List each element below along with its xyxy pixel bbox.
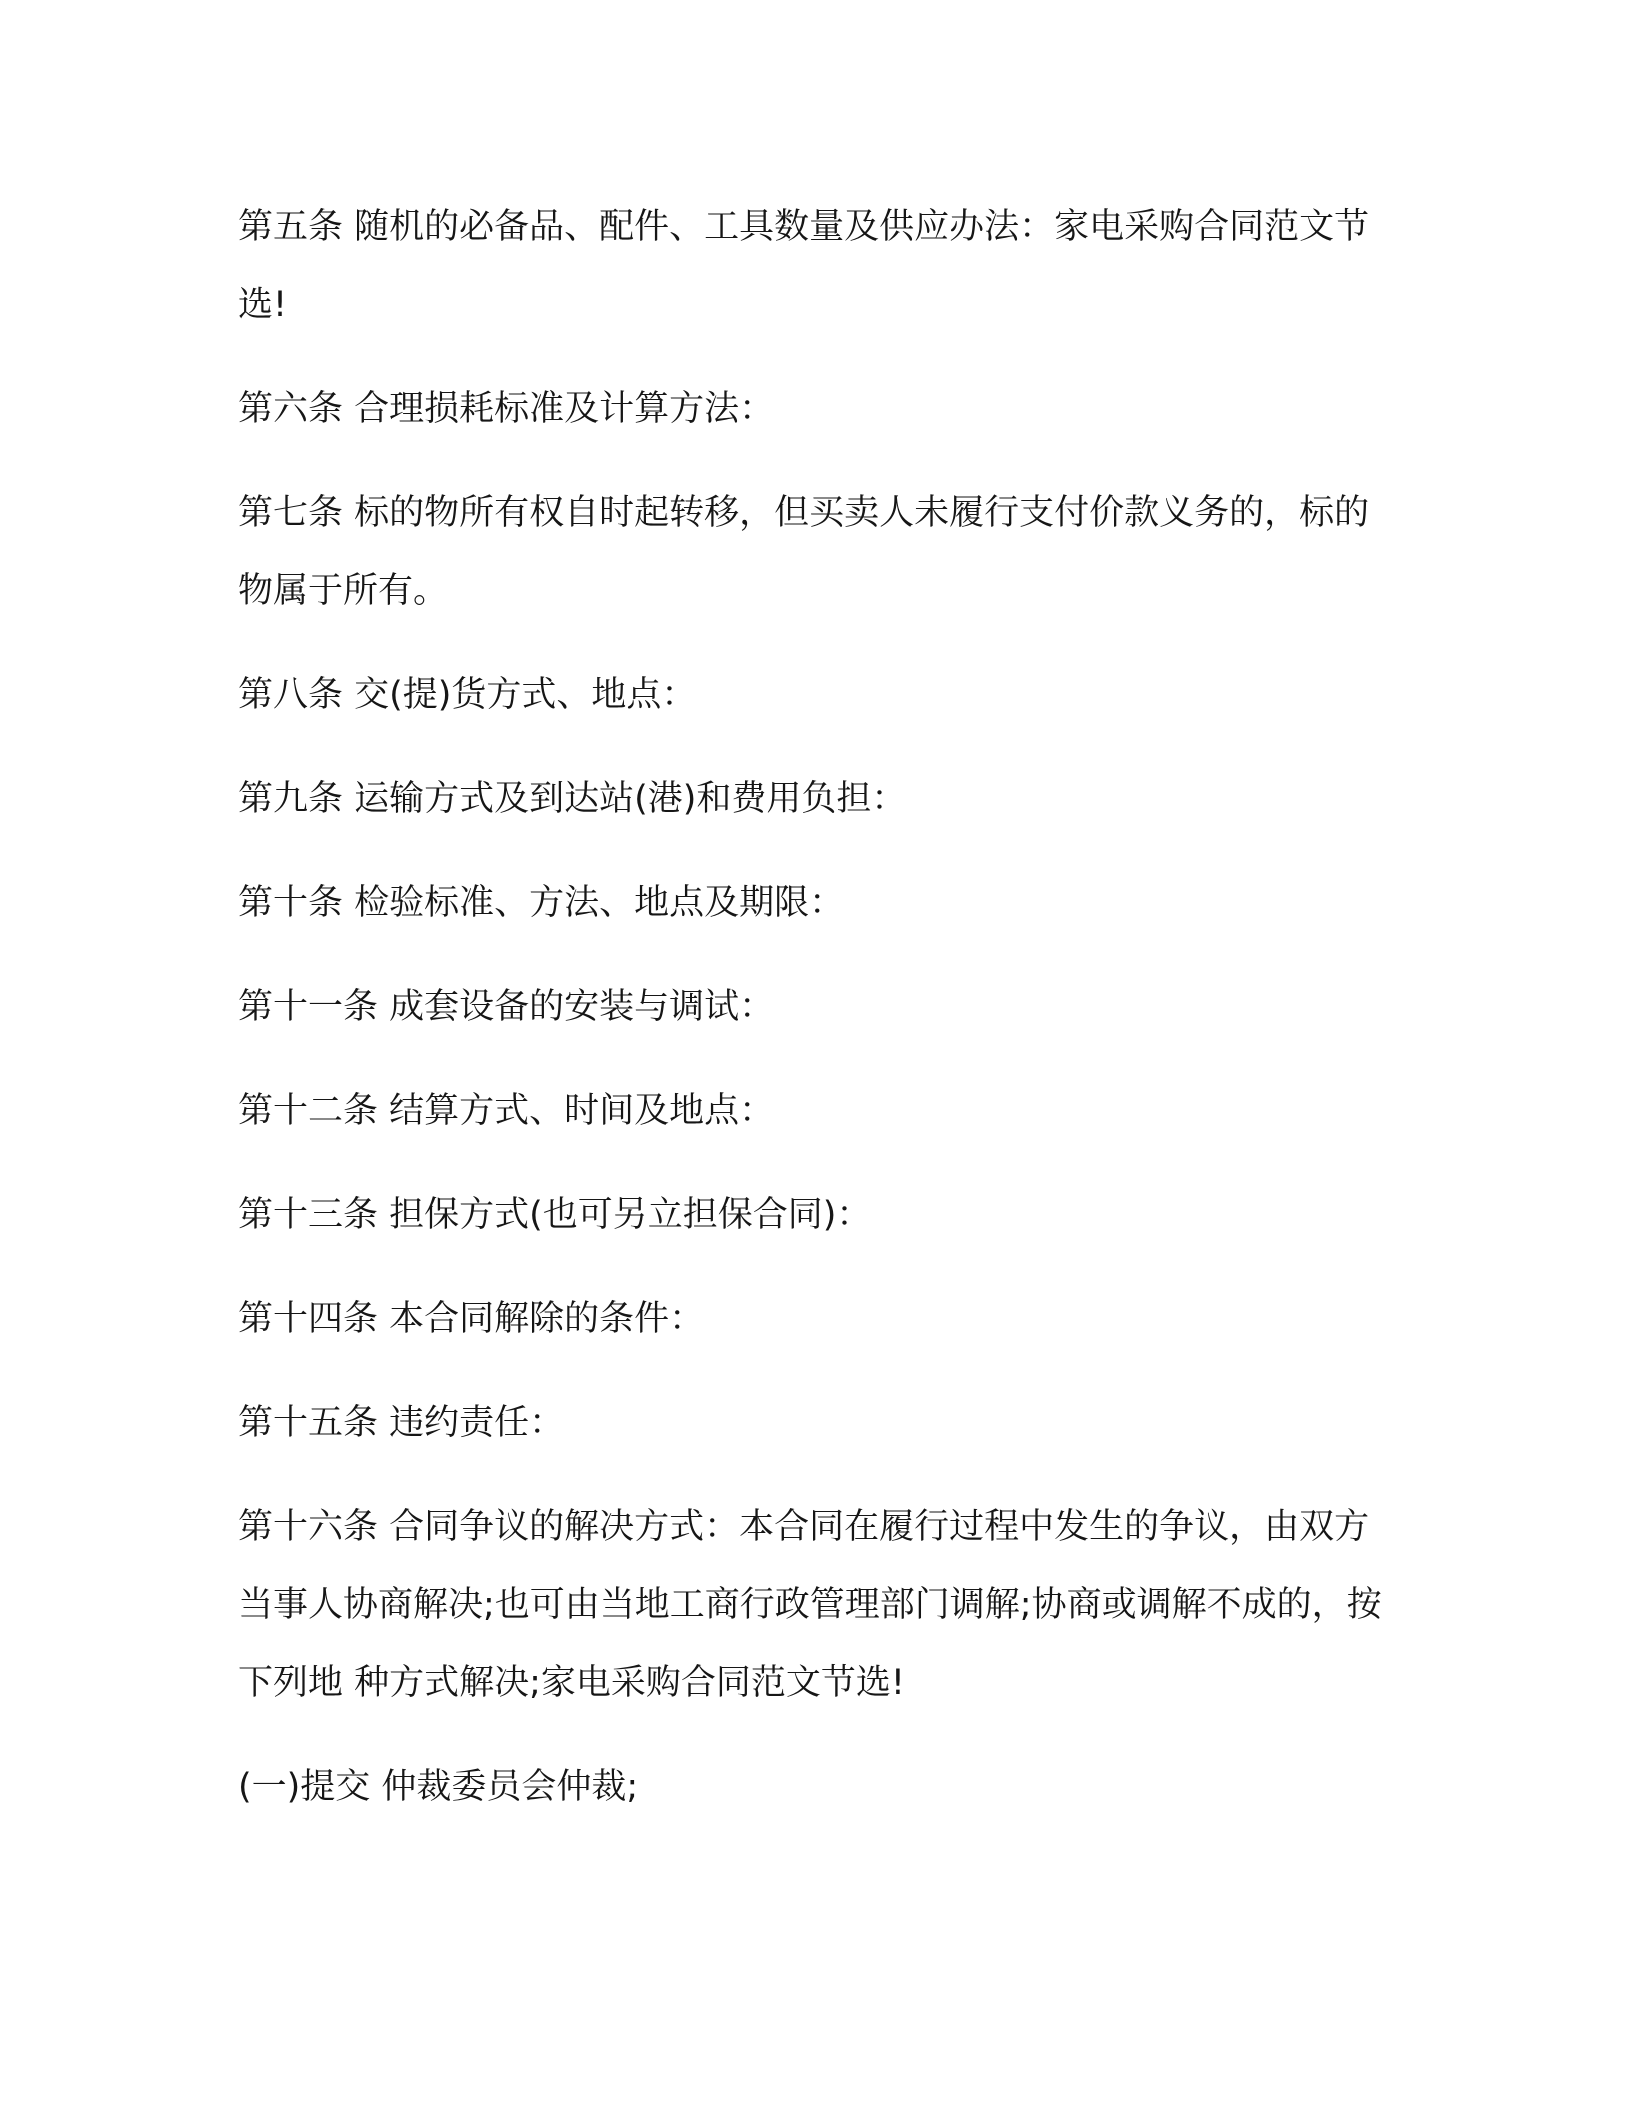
article-8: 第八条 交(提)货方式、地点：: [238, 675, 697, 715]
article-9: 第九条 运输方式及到达站(港)和费用负担：: [238, 779, 907, 819]
article-16-item-1: (一)提交 仲裁委员会仲裁;: [238, 1767, 639, 1807]
document-body: [238, 188, 1398, 1852]
article-11: 第十一条 成套设备的安装与调试：: [238, 987, 775, 1027]
article-15: 第十五条 违约责任：: [238, 1403, 565, 1443]
article-7: 第七条 标的物所有权自时起转移，但买卖人未履行支付价款义务的，标的物属于所有。: [238, 493, 1370, 611]
article-12: 第十二条 结算方式、时间及地点：: [238, 1091, 775, 1131]
article-10: 第十条 检验标准、方法、地点及期限：: [238, 883, 845, 923]
article-14: 第十四条 本合同解除的条件：: [238, 1299, 705, 1339]
article-5: 第五条 随机的必备品、配件、工具数量及供应办法：家电采购合同范文节选!: [238, 207, 1370, 325]
article-6: 第六条 合理损耗标准及计算方法：: [238, 389, 775, 429]
article-16: 第十六条 合同争议的解决方式：本合同在履行过程中发生的争议，由双方当事人协商解决;也可由当地工商行政管理部门调解;协商或调解不成的，按下列地 种方式解决;家电采购合同范文节选!: [238, 1507, 1382, 1703]
article-13: 第十三条 担保方式(也可另立担保合同)：: [238, 1195, 872, 1235]
